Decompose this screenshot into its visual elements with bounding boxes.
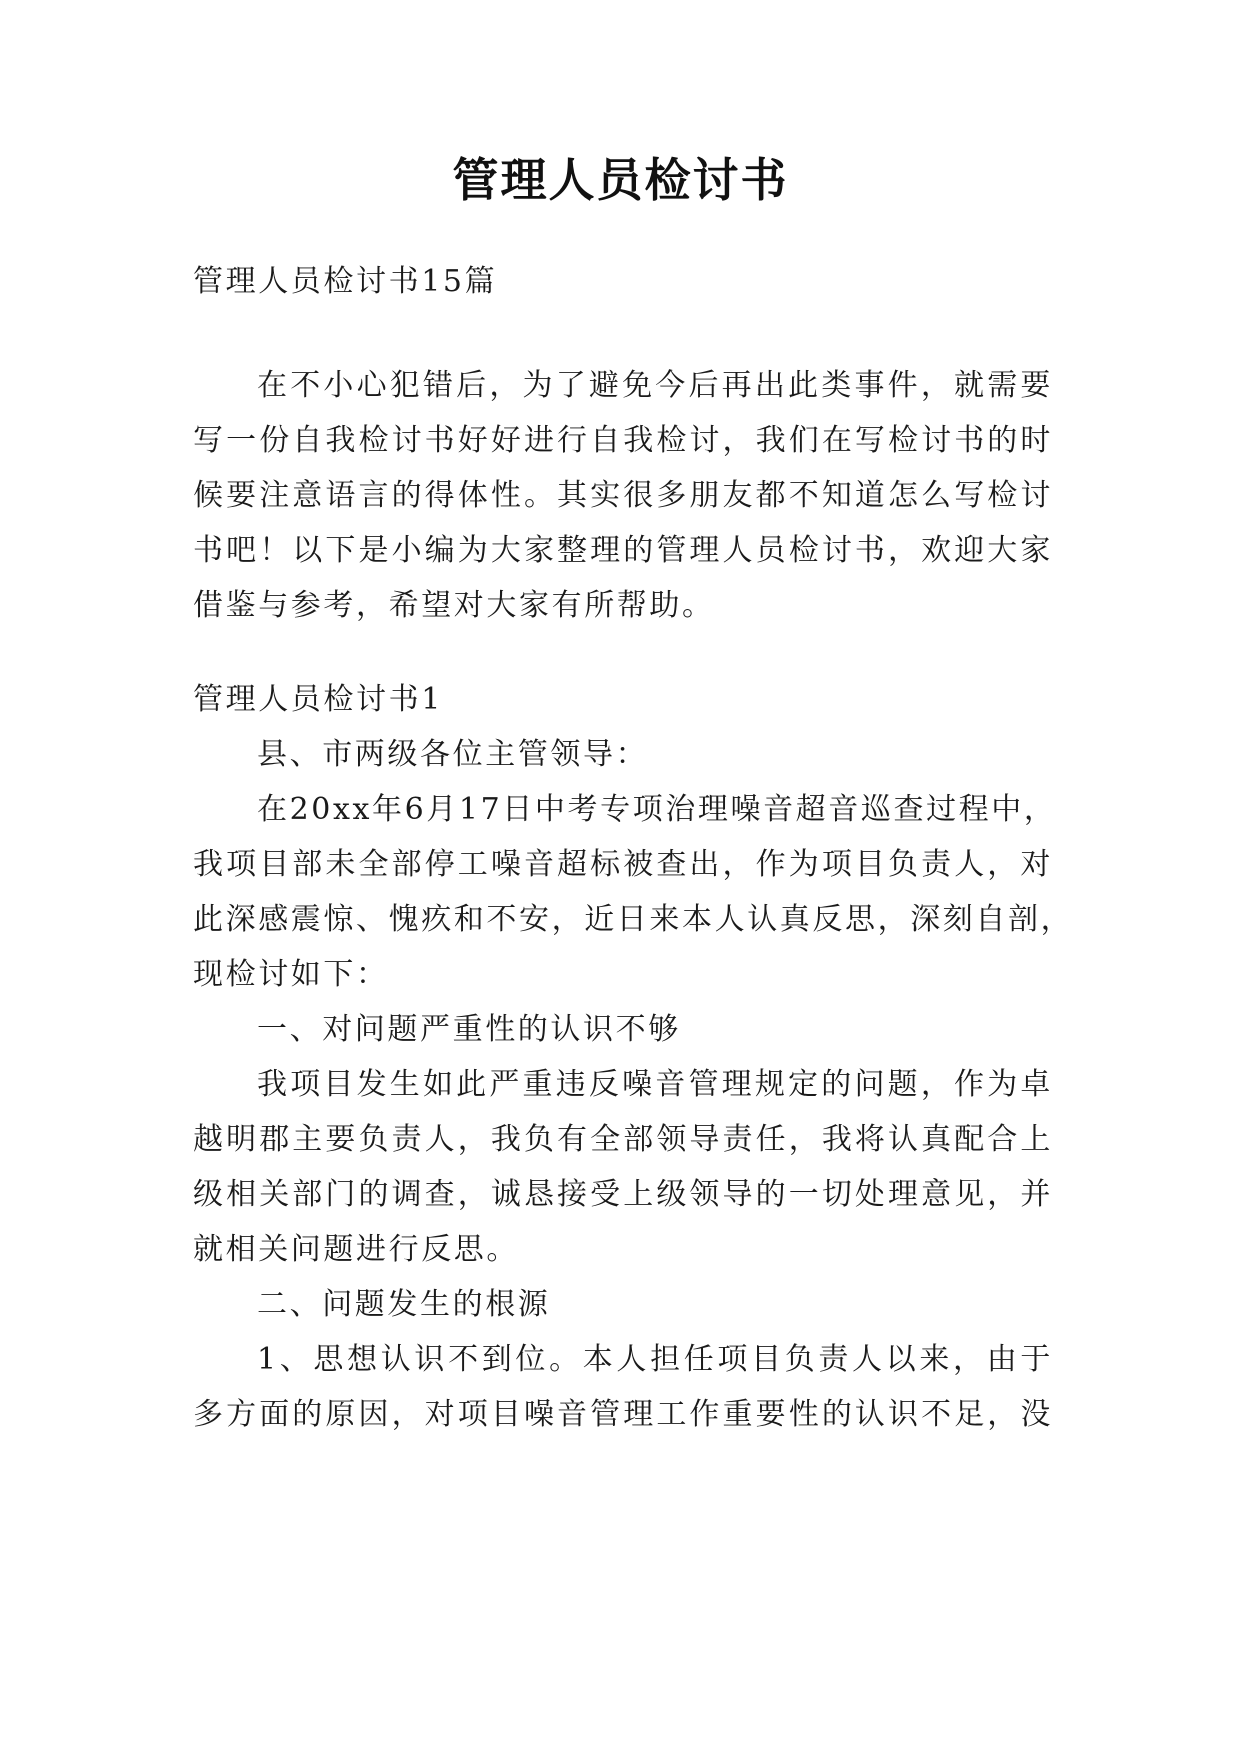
salutation: 县、市两级各位主管领导： — [257, 737, 649, 772]
para1-line-2: 我项目部未全部停工噪音超标被查出，作为项目负责人，对 — [193, 847, 1053, 882]
intro-line-1: 在不小心犯错后，为了避免今后再出此类事件，就需要 — [257, 368, 1053, 403]
section-heading: 管理人员检讨书1 — [193, 682, 443, 717]
intro-line-2: 写一份自我检讨书好好进行自我检讨，我们在写检讨书的时 — [193, 423, 1053, 458]
para1-line-3: 此深感震惊、愧疚和不安，近日来本人认真反思，深刻自剖， — [193, 902, 1074, 937]
para2-line-2: 越明郡主要负责人，我负有全部领导责任，我将认真配合上 — [193, 1122, 1053, 1157]
intro-line-4: 书吧！以下是小编为大家整理的管理人员检讨书，欢迎大家 — [193, 533, 1053, 568]
para2-line-4: 就相关问题进行反思。 — [193, 1232, 519, 1267]
para1-line-1: 在20xx年6月17日中考专项治理噪音超音巡查过程中， — [257, 792, 1057, 827]
subtitle: 管理人员检讨书15篇 — [193, 264, 498, 299]
intro-line-3: 候要注意语言的得体性。其实很多朋友都不知道怎么写检讨 — [193, 478, 1053, 513]
para3-line-1: 1、思想认识不到位。本人担任项目负责人以来，由于 — [257, 1342, 1053, 1377]
para1-line-4: 现检讨如下： — [193, 957, 389, 992]
para2-line-1: 我项目发生如此严重违反噪音管理规定的问题，作为卓 — [257, 1067, 1053, 1102]
para2-line-3: 级相关部门的调查，诚恳接受上级领导的一切处理意见，并 — [193, 1177, 1053, 1212]
para3-line-2: 多方面的原因，对项目噪音管理工作重要性的认识不足，没 — [193, 1397, 1053, 1432]
document-title: 管理人员检讨书 — [452, 153, 789, 207]
intro-line-5: 借鉴与参考，希望对大家有所帮助。 — [193, 588, 715, 623]
heading-1: 一、对问题严重性的认识不够 — [257, 1012, 681, 1047]
heading-2: 二、问题发生的根源 — [257, 1287, 551, 1322]
